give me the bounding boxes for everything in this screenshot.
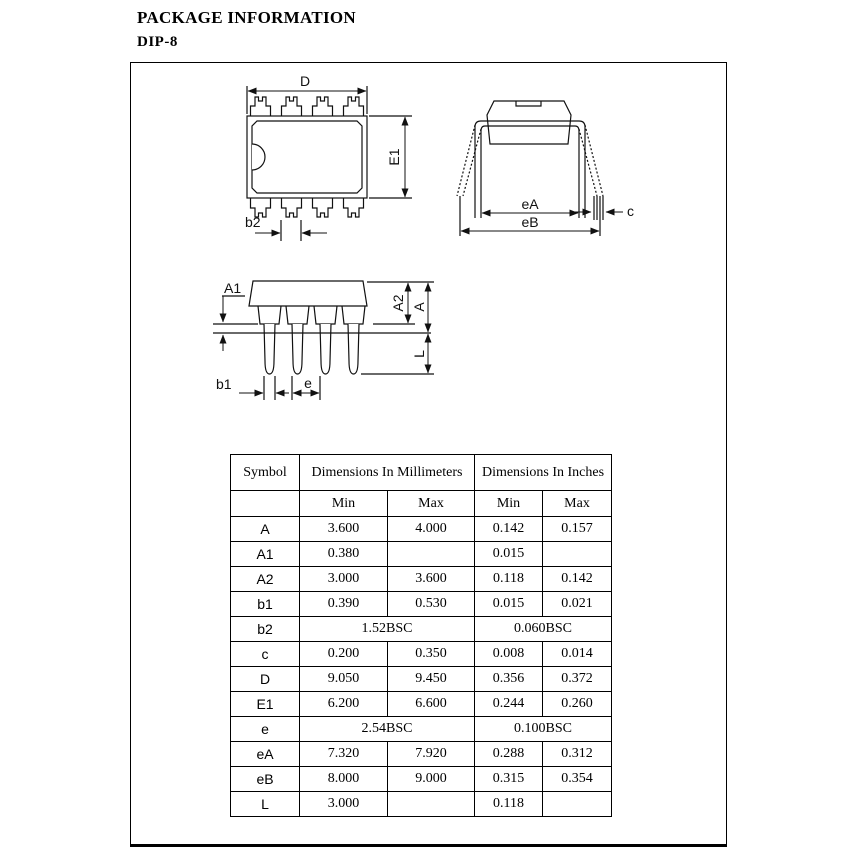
table-cell: 2.54BSC	[300, 717, 475, 742]
table-cell: 7.920	[388, 742, 475, 767]
dim-label-A: A	[411, 302, 427, 312]
table-cell: e	[231, 717, 300, 742]
table-cell: L	[231, 792, 300, 817]
table-cell: 9.000	[388, 767, 475, 792]
table-cell: 0.015	[475, 542, 543, 567]
table-cell: 0.014	[543, 642, 612, 667]
table-cell: 0.060BSC	[475, 617, 612, 642]
table-cell: 0.312	[543, 742, 612, 767]
dim-label-eB: eB	[521, 214, 539, 230]
table-cell: 6.200	[300, 692, 388, 717]
dip8-side-view-drawing	[213, 280, 434, 400]
table-cell: 0.142	[543, 567, 612, 592]
dim-label-L: L	[411, 350, 427, 358]
dim-label-E1: E1	[386, 148, 402, 166]
table-cell: 0.100BSC	[475, 717, 612, 742]
table-row	[231, 542, 612, 567]
table-cell: 0.015	[475, 592, 543, 617]
header-symbol: Symbol	[231, 455, 300, 491]
table-cell: 0.008	[475, 642, 543, 667]
table-row	[231, 742, 612, 767]
table-row	[231, 692, 612, 717]
table-cell	[543, 542, 612, 567]
table-row	[231, 667, 612, 692]
header-millimeters: Dimensions In Millimeters	[300, 455, 475, 491]
table-cell: 0.157	[543, 517, 612, 542]
header-inches: Dimensions In Inches	[475, 455, 612, 491]
header-min: Min	[475, 491, 543, 517]
table-cell: 4.000	[388, 517, 475, 542]
table-row	[231, 717, 612, 742]
table-cell: 7.320	[300, 742, 388, 767]
header-max: Max	[543, 491, 612, 517]
table-cell: 0.350	[388, 642, 475, 667]
table-cell: A2	[231, 567, 300, 592]
table-row	[231, 567, 612, 592]
table-cell: 0.021	[543, 592, 612, 617]
table-cell: 0.354	[543, 767, 612, 792]
table-cell: 0.142	[475, 517, 543, 542]
dip8-end-view-drawing	[457, 101, 634, 236]
table-cell: 0.380	[300, 542, 388, 567]
page-title: PACKAGE INFORMATION	[137, 8, 356, 27]
table-cell: 0.244	[475, 692, 543, 717]
table-cell: b1	[231, 592, 300, 617]
table-cell: 3.600	[388, 567, 475, 592]
table-cell: eA	[231, 742, 300, 767]
dim-label-e: e	[304, 375, 312, 391]
table-cell: 0.372	[543, 667, 612, 692]
table-cell: 1.52BSC	[300, 617, 475, 642]
dim-label-D: D	[299, 73, 311, 89]
lead-tips	[264, 324, 359, 374]
table-cell: 0.356	[475, 667, 543, 692]
dim-label-A2: A2	[390, 294, 406, 312]
table-cell: 9.450	[388, 667, 475, 692]
table-cell: c	[231, 642, 300, 667]
package-drawings	[131, 63, 728, 457]
table-cell	[231, 491, 300, 517]
table-subheader-row	[231, 491, 612, 517]
table-cell: 3.600	[300, 517, 388, 542]
table-cell: 0.118	[475, 567, 543, 592]
table-cell: 8.000	[300, 767, 388, 792]
table-row	[231, 617, 612, 642]
table-row	[231, 517, 612, 542]
package-body-end-view	[487, 101, 571, 144]
table-cell	[543, 792, 612, 817]
package-body-side-view	[249, 281, 367, 306]
table-cell: 0.315	[475, 767, 543, 792]
table-cell: E1	[231, 692, 300, 717]
table-row	[231, 767, 612, 792]
table-row	[231, 592, 612, 617]
dimensions-table	[230, 454, 612, 817]
table-cell: 6.600	[388, 692, 475, 717]
table-cell	[388, 542, 475, 567]
table-cell: A1	[231, 542, 300, 567]
package-outline-frame	[130, 62, 727, 847]
table-cell: A	[231, 517, 300, 542]
table-cell: 9.050	[300, 667, 388, 692]
table-cell: eB	[231, 767, 300, 792]
dim-label-A1: A1	[224, 280, 242, 296]
dip8-top-view-drawing	[245, 73, 412, 241]
table-cell: 0.200	[300, 642, 388, 667]
table-cell: 3.000	[300, 792, 388, 817]
header-min: Min	[300, 491, 388, 517]
lead-thickness-hatch	[594, 196, 603, 220]
pins-bottom	[251, 198, 364, 217]
header-max: Max	[388, 491, 475, 517]
table-cell: 0.118	[475, 792, 543, 817]
table-cell: 0.390	[300, 592, 388, 617]
dim-label-eA: eA	[521, 196, 539, 212]
lead-shoulders	[258, 306, 365, 324]
table-cell: 0.260	[543, 692, 612, 717]
table-row	[231, 642, 612, 667]
table-cell: b2	[231, 617, 300, 642]
table-cell: D	[231, 667, 300, 692]
table-cell	[388, 792, 475, 817]
package-name: DIP-8	[137, 34, 178, 50]
pins-top	[251, 97, 364, 116]
dim-label-b2: b2	[245, 214, 261, 230]
dim-label-b1: b1	[216, 376, 232, 392]
table-cell: 3.000	[300, 567, 388, 592]
table-row	[231, 792, 612, 817]
table-cell: 0.288	[475, 742, 543, 767]
table-cell: 0.530	[388, 592, 475, 617]
dim-label-c: c	[627, 203, 634, 219]
table-header-row	[231, 455, 612, 491]
